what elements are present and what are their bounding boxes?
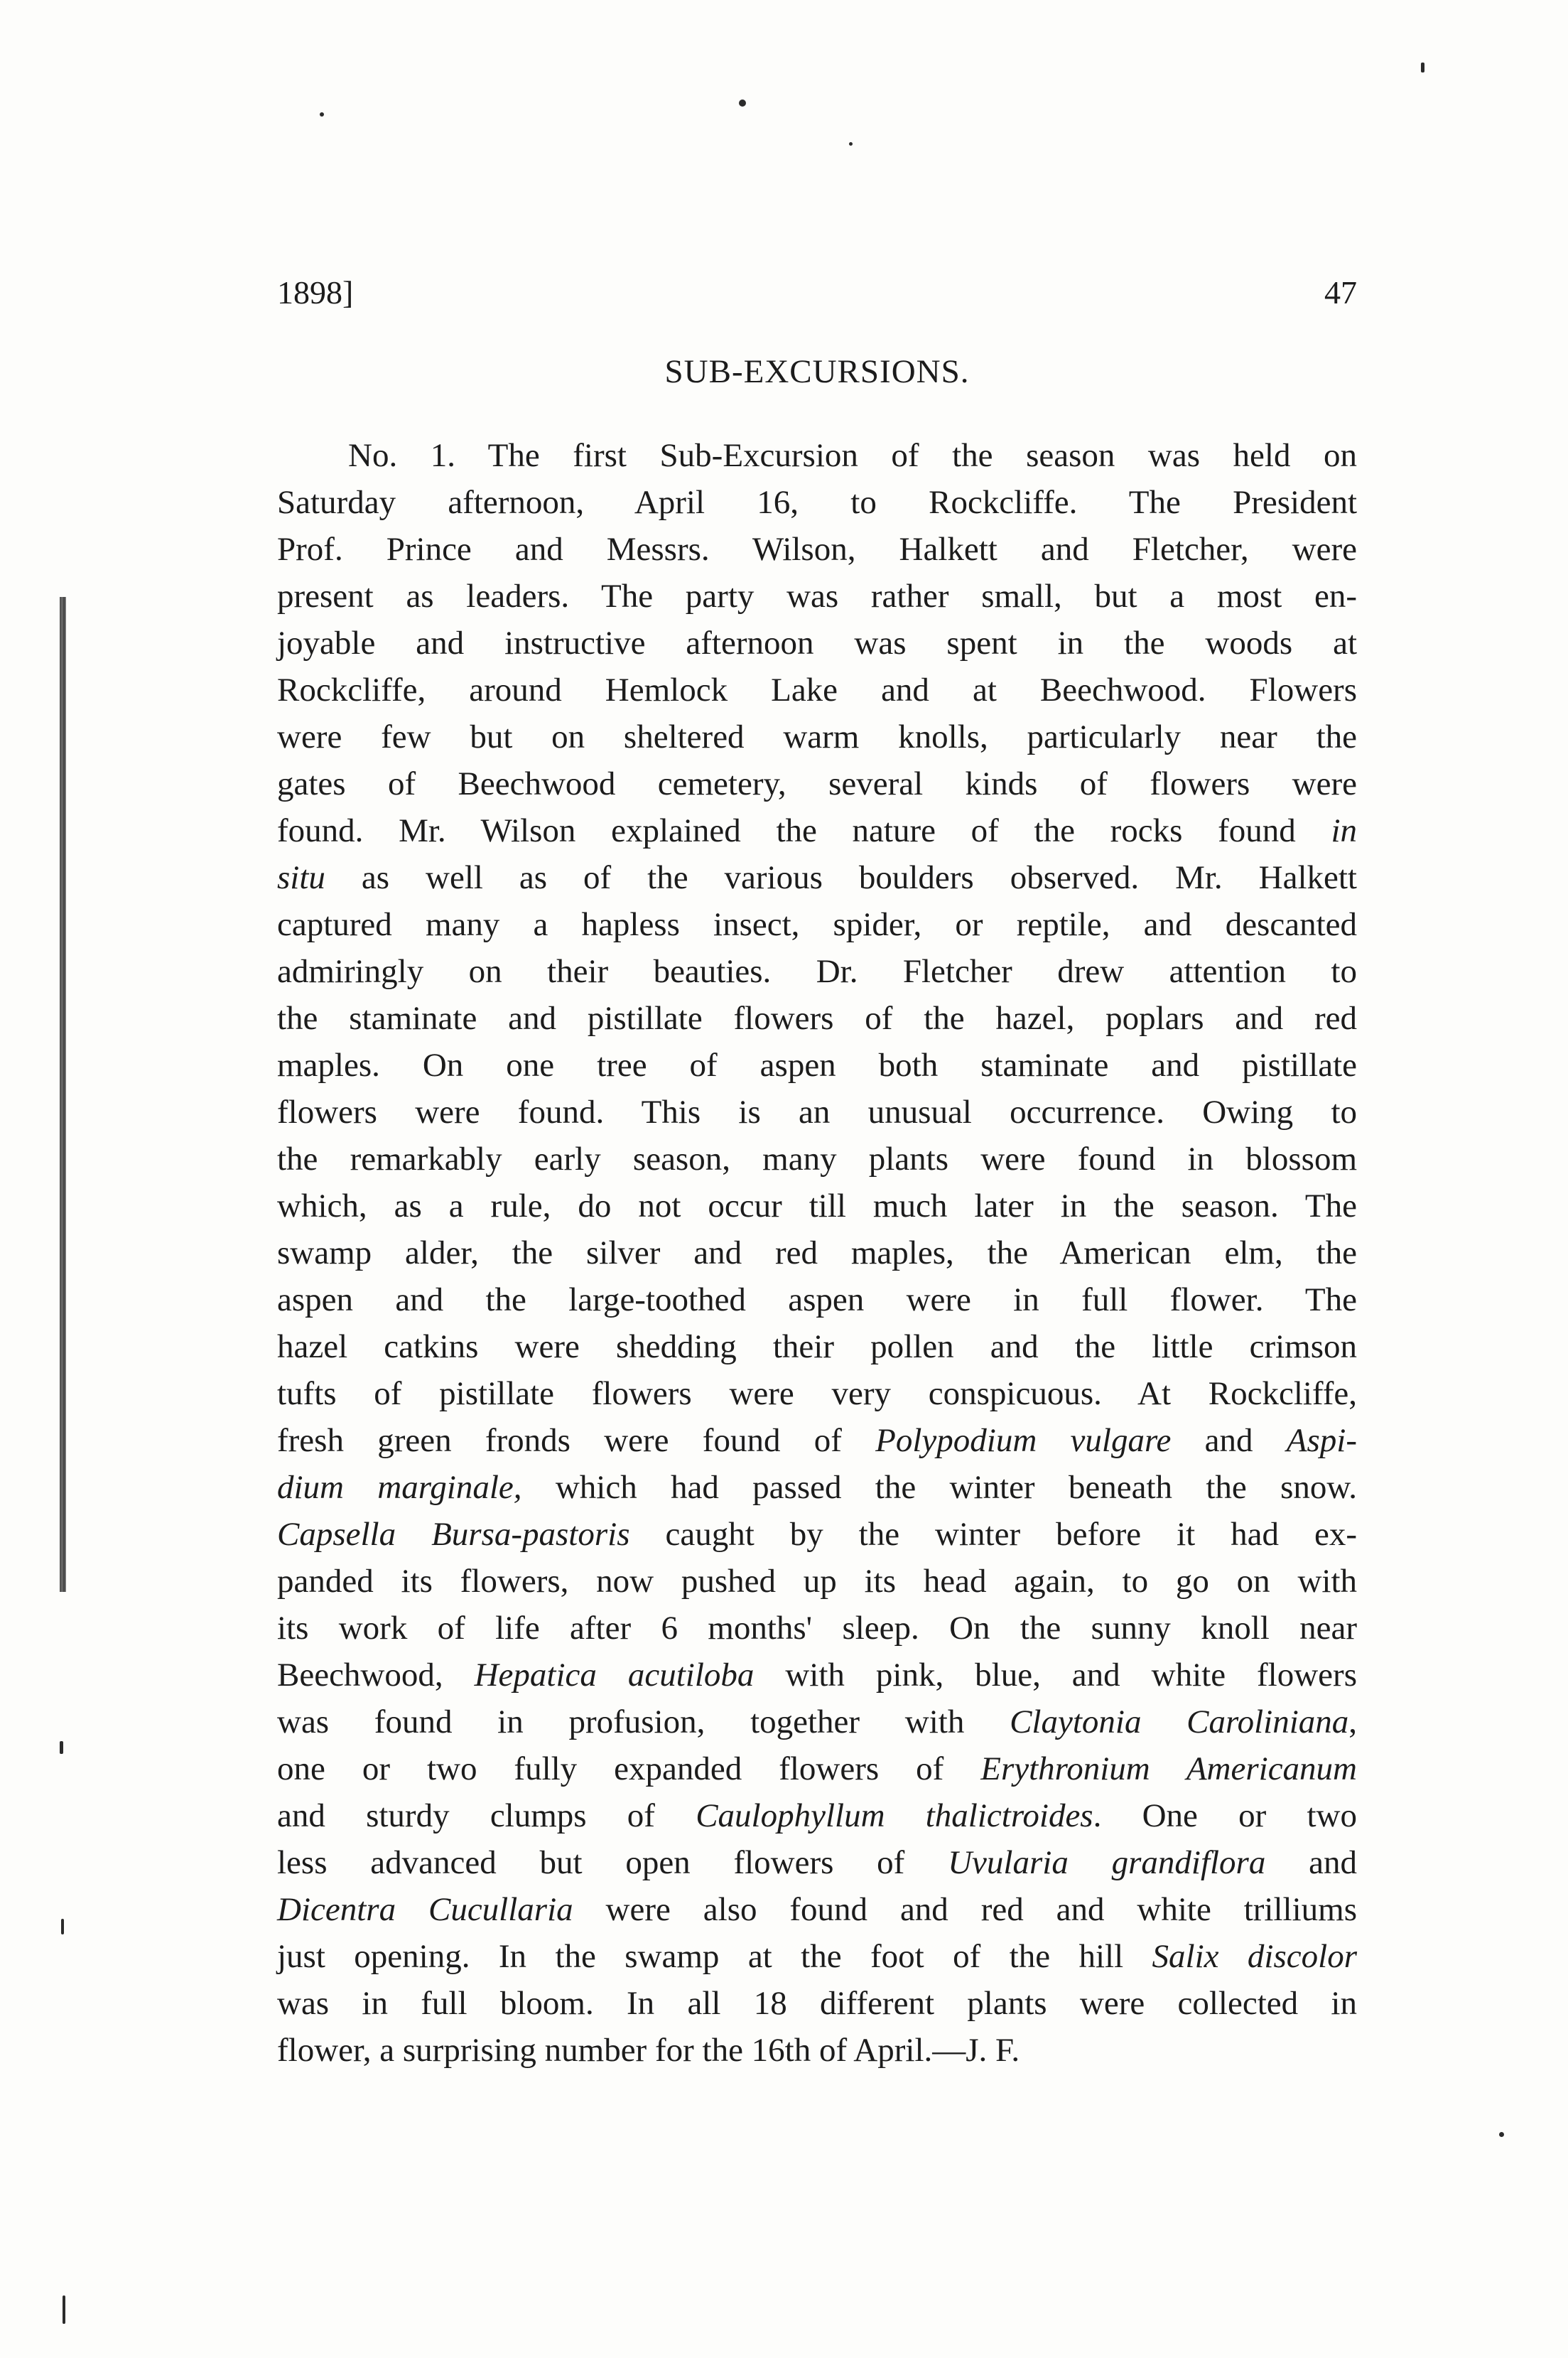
text-line: flower, a surprising number for the 16th of April.—J. F. bbox=[277, 2032, 1020, 2069]
text-line: joyable and instructive afternoon was spent in the woods at bbox=[277, 625, 1357, 662]
text-line: one or two fully expanded flowers of Erythronium Americanum bbox=[277, 1750, 1357, 1787]
section-title: SUB-EXCURSIONS. bbox=[664, 353, 970, 390]
text-line: tufts of pistillate flowers were very conspicuous. At Rockcliffe, bbox=[277, 1375, 1357, 1412]
scan-speck bbox=[320, 112, 324, 117]
text-line: just opening. In the swamp at the foot of the hill Salix discolor bbox=[277, 1938, 1357, 1975]
text-line: fresh green fronds were found of Polypodium vulgare and Aspi- bbox=[277, 1422, 1357, 1459]
text-line: maples. On one tree of aspen both staminate and pistillate bbox=[277, 1047, 1357, 1084]
text-line: Dicentra Cucullaria were also found and red and white trilliums bbox=[277, 1891, 1357, 1928]
text-line: present as leaders. The party was rather small, but a most en- bbox=[277, 578, 1357, 615]
scan-speck bbox=[61, 1919, 64, 1934]
text-line: which, as a rule, do not occur till much later in the season. The bbox=[277, 1188, 1357, 1224]
text-line: found. Mr. Wilson explained the nature of the rocks found in bbox=[277, 812, 1357, 849]
text-line: flowers were found. This is an unusual occurrence. Owing to bbox=[277, 1094, 1357, 1131]
scan-speck bbox=[1499, 2132, 1504, 2137]
page-number: 47 bbox=[1324, 274, 1357, 311]
text-line: its work of life after 6 months' sleep. On the sunny knoll near bbox=[277, 1610, 1357, 1647]
scan-speck bbox=[739, 99, 746, 107]
scan-speck bbox=[1421, 63, 1424, 72]
scan-speck bbox=[63, 2295, 65, 2324]
running-header bbox=[277, 274, 1357, 316]
header-year: 1898] bbox=[277, 274, 354, 311]
text-line: swamp alder, the silver and red maples, the American elm, the bbox=[277, 1234, 1357, 1271]
text-line: the remarkably early season, many plants were found in blossom bbox=[277, 1141, 1357, 1178]
text-line: hazel catkins were shedding their pollen and the little crimson bbox=[277, 1328, 1357, 1365]
text-line: was in full bloom. In all 18 different plants were collected in bbox=[277, 1985, 1357, 2022]
text-line: and sturdy clumps of Caulophyllum thalictroides. One or two bbox=[277, 1797, 1357, 1834]
text-line: captured many a hapless insect, spider, or reptile, and descanted bbox=[277, 906, 1357, 943]
text-line: Capsella Bursa-pastoris caught by the winter before it had ex- bbox=[277, 1516, 1357, 1553]
text-line: the staminate and pistillate flowers of the hazel, poplars and red bbox=[277, 1000, 1357, 1037]
text-line: panded its flowers, now pushed up its head again, to go on with bbox=[277, 1563, 1357, 1600]
text-line: No. 1. The first Sub-Excursion of the season was held on bbox=[348, 437, 1357, 474]
text-line: aspen and the large-toothed aspen were in full flower. The bbox=[277, 1281, 1357, 1318]
text-line: were few but on sheltered warm knolls, particularly near the bbox=[277, 718, 1357, 755]
text-line: situ as well as of the various boulders observed. Mr. Halkett bbox=[277, 859, 1357, 896]
scan-speck bbox=[60, 1741, 63, 1754]
binding-edge-shadow bbox=[60, 597, 66, 1592]
body-paragraph bbox=[277, 432, 1357, 2074]
text-line: Rockcliffe, around Hemlock Lake and at Beechwood. Flowers bbox=[277, 672, 1357, 709]
text-line: Prof. Prince and Messrs. Wilson, Halkett and Fletcher, were bbox=[277, 531, 1357, 568]
text-line: admiringly on their beauties. Dr. Fletcher drew attention to bbox=[277, 953, 1357, 990]
text-line: dium marginale, which had passed the winter beneath the snow. bbox=[277, 1469, 1357, 1506]
scan-speck bbox=[849, 142, 853, 146]
text-line: Beechwood, Hepatica acutiloba with pink, blue, and white flowers bbox=[277, 1657, 1357, 1694]
text-line: Saturday afternoon, April 16, to Rockcliffe. The President bbox=[277, 484, 1357, 521]
text-line: less advanced but open flowers of Uvularia grandiflora and bbox=[277, 1844, 1357, 1881]
text-line: was found in profusion, together with Claytonia Caroliniana, bbox=[277, 1703, 1357, 1740]
text-line: gates of Beechwood cemetery, several kinds of flowers were bbox=[277, 765, 1357, 802]
